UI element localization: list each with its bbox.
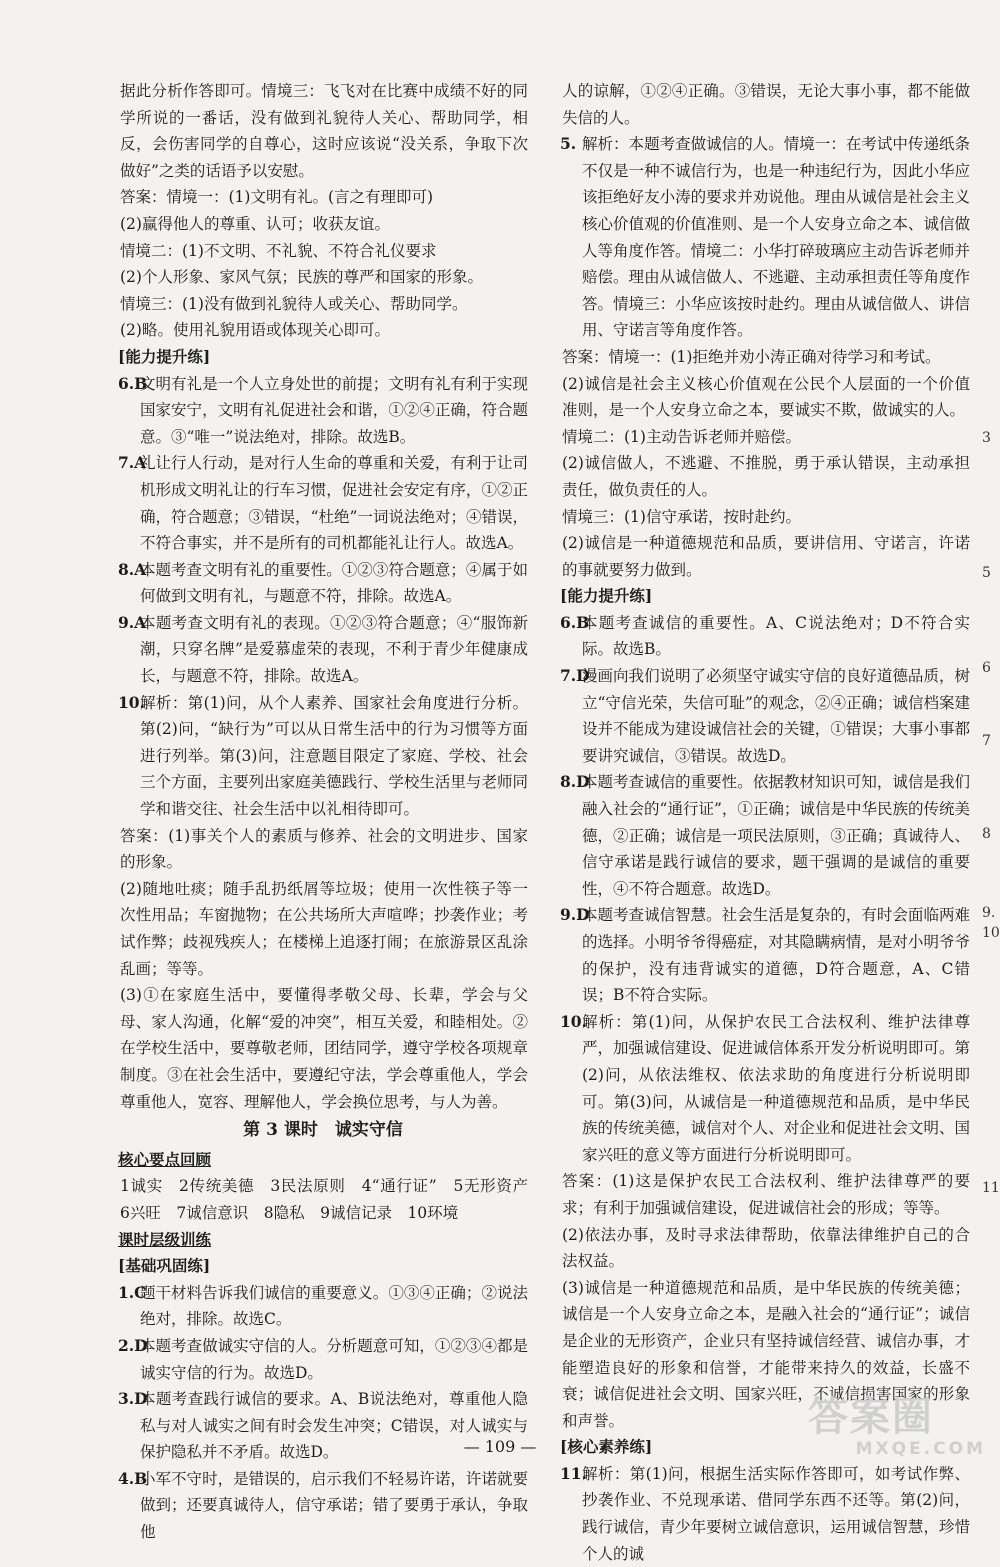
paragraph: (3)①在家庭生活中，要懂得孝敬父母、长辈，学会与父母、家人沟通，化解“爱的冲突”，相互关爱，和睦相处。②在学校生活中，要尊敬老师，团结同学，遵守学校各项规章制度。③在社会生活中，要遵纪守法，学会尊重他人，学会尊重他人，宽容、理解他人，学会换位思考，与人为善。 [120, 986, 528, 1111]
paragraph: (2)依法办事，及时寻求法律帮助，依靠法律维护自己的合法权益。 [562, 1225, 970, 1271]
edge-mark: 6 [982, 660, 991, 676]
paragraph: 情境二：(1)主动告诉老师并赔偿。 [562, 427, 801, 446]
answer-item [118, 1466, 528, 1546]
answer-text: 本题考查诚信智慧。社会生活是复杂的，有时会面临两难的选择。小明爷爷得癌症，对其隐瞒病情，是对小明爷爷的保护，没有违背诚实的道德，D符合题意，A、C错误；B不符合实际。 [582, 906, 970, 1005]
answer-item [560, 769, 970, 902]
answer-number: 2.D [118, 1335, 148, 1355]
answer-number: 10. [118, 692, 145, 712]
paragraph: (2)诚信是社会主义核心价值观在公民个人层面的一个价值准则，是一个人安身立命之本，要诚实不欺，做诚实的人。 [562, 374, 970, 420]
section-heading: [核心素养练] [560, 1437, 653, 1457]
answer-number: 7.D [560, 666, 590, 686]
subsection-heading: 核心要点回顾 [118, 1149, 212, 1169]
paragraph: (2)个人形象、家风气氛；民族的尊严和国家的形象。 [120, 268, 483, 287]
paragraph: (2)略。使用礼貌用语或体现关心即可。 [120, 321, 390, 340]
answer-text: 解析：第(1)问，从保护农民工合法权利、维护法律尊严，加强诚信建设、促进诚信体系开发分析说明即可。第(2)问，从依法维权、依法求助的角度进行分析说明即可。第(3)问，从诚信是一种道德规范和品质，是中华民族的传统美德，诚信对个人、对企业和促进社会文明、国家兴旺的意义等方面进行分析说明即可。 [582, 1012, 970, 1164]
subsection-heading: 课时层级训练 [118, 1229, 212, 1249]
right-column [560, 78, 970, 1567]
section-heading: [能力提升练] [560, 586, 653, 606]
paragraph: 答案：(1)事关个人的素质与修养、社会的文明进步、国家的形象。 [120, 826, 528, 872]
paragraph: 1诚实 2传统美德 3民法原则 4“通行证” 5无形资产 6兴旺 7诚信意识 8隐私 9诚信记录 10环境 [120, 1177, 544, 1222]
left-column [118, 78, 544, 1546]
answer-number: 10. [560, 1011, 587, 1031]
answer-number: 7.A [118, 453, 147, 473]
paragraph: 答案：(1)这是保护农民工合法权利、维护法律尊严的要求；有利于加强诚信建设，促进诚信社会的形成；等等。 [562, 1172, 970, 1217]
answer-text: 文明有礼是一个人立身处世的前提；文明有礼有利于实现国家安宁，文明有礼促进社会和谐，①②④正确，符合题意。③“唯一”说法绝对，排除。故选B。 [140, 374, 528, 446]
answer-number: 8.D [560, 772, 590, 792]
answer-text: 漫画向我们说明了必须坚守诚实守信的良好道德品质，树立“守信光荣，失信可耻”的观念，②④正确；诚信档案建设并不能成为建设诚信社会的关键，①错误；大事小事都要讲究诚信，③错误。故选D。 [582, 667, 970, 765]
answer-text: 题干材料告诉我们诚信的重要意义。①③④正确；②说法绝对，排除。故选C。 [140, 1283, 528, 1329]
watermark-url: MXQE.COM [855, 1439, 986, 1459]
edge-mark: 3 [982, 430, 991, 446]
answer-number: 4.B [118, 1468, 148, 1488]
section-heading: [能力提升练] [118, 346, 211, 366]
answer-item [560, 663, 970, 769]
edge-mark: 10 [982, 925, 1000, 941]
answer-item [560, 1461, 970, 1567]
page-number: — 109 — [463, 1437, 537, 1456]
watermark-text: 答案圈 [808, 1394, 934, 1440]
answer-text: 本题考查文明有礼的重要性。①②③符合题意；④属于如何做到文明有礼，与题意不符，排除。故选A。 [140, 560, 528, 606]
answer-number: 8.A [118, 559, 147, 579]
answer-item [118, 690, 528, 823]
paragraph: 情境三：(1)信守承诺，按时赴约。 [562, 507, 801, 526]
answer-text: 礼让行人行动，是对行人生命的尊重和关爱，有利于让司机形成文明礼让的行车习惯，促进社会安定有序，①②正确，符合题意；③错误，“杜绝”一词说法绝对；④错误，不符合事实，并不是所有的司机都能礼让行人。故选A。 [140, 454, 528, 553]
answer-item [560, 610, 970, 663]
answer-text: 本题考查践行诚信的要求。A、B说法绝对，尊重他人隐私与对人诚实之间有时会发生冲突；C错误，对人诚实与保护隐私并不矛盾。故选D。 [140, 1390, 528, 1462]
answer-text: 解析：第(1)问，根据生活实际作答即可，如考试作弊、抄袭作业、不兑现承诺、借同学东西不还等。第(2)问，践行诚信，青少年要树立诚信意识，运用诚信智慧，珍惜个人的诚 [582, 1464, 970, 1563]
section-heading: [基础巩固练] [118, 1256, 211, 1276]
answer-number: 6.B [560, 612, 590, 632]
answer-text: 解析：本题考查做诚信的人。情境一：在考试中传递纸条不仅是一种不诚信行为，也是一种违纪行为，因此小华应该拒绝好友小涛的要求并劝说他。理由从诚信是社会主义核心价值观的价值准则、是一个人安身立命之本、诚信做人等角度作答。情境二：小华打碎玻璃应主动告诉老师并赔偿。理由从诚信做人、不逃避、主动承担责任等角度作答。情境三：小华应该按时赴约。理由从诚信做人、讲信用、守诺言等角度作答。 [582, 135, 970, 340]
answer-text: 本题考查文明有礼的表现。①②③符合题意；④“服饰新潮，只穿名牌”是爱慕虚荣的表现，不利于青少年健康成长，与题意不符，排除。故选A。 [140, 613, 528, 686]
answer-number: 3.D [118, 1389, 148, 1409]
edge-mark: 7 [982, 733, 991, 749]
paragraph: (2)随地吐痰；随手乱扔纸屑等垃圾；使用一次性筷子等一次性用品；车窗抛物；在公共场所大声喧哗；抄袭作业；考试作弊；歧视残疾人；在楼梯上追逐打闹；在旅游景区乱涂乱画；等等。 [120, 879, 528, 978]
answer-text: 本题考查诚信的重要性。A、C说法绝对；D不符合实际。故选B。 [582, 613, 970, 659]
answer-text: 小军不守时，是错误的，启示我们不轻易许诺，许诺就要做到；还要真诚待人，信守承诺；错了要勇于承认，争取他 [140, 1469, 528, 1542]
answer-item [118, 557, 528, 610]
paragraph: 答案：情境一：(1)文明有礼。(言之有理即可) [120, 188, 434, 207]
answer-text: 本题考查做诚实守信的人。分析题意可知，①②③④都是诚实守信的行为。故选D。 [140, 1336, 528, 1382]
answer-number: 9.A [118, 612, 147, 632]
answer-item [118, 450, 528, 556]
answer-item [560, 1009, 970, 1169]
edge-mark: 8 [982, 826, 991, 842]
paragraph: (2)诚信是一种道德规范和品质，要讲信用、守诺言，许诺的事就要努力做到。 [562, 534, 970, 579]
answer-number: 1.C [118, 1282, 147, 1302]
answer-number: 6.B [118, 373, 148, 393]
answer-item [560, 902, 970, 1008]
paragraph: (2)赢得他人的尊重、认可；收获友谊。 [120, 214, 390, 233]
paragraph: 人的谅解，①②④正确。③错误，无论大事小事，都不能做失信的人。 [562, 82, 970, 127]
edge-mark: 11 [982, 1180, 1000, 1196]
answer-number: 11. [560, 1463, 587, 1483]
answer-number: 5. [560, 134, 577, 154]
answer-item [118, 371, 528, 451]
paragraph: 情境二：(1)不文明、不礼貌、不符合礼仪要求 [120, 241, 437, 260]
answer-number: 9.D [560, 905, 590, 925]
edge-mark: 9. [982, 905, 996, 921]
paragraph: 情境三：(1)没有做到礼貌待人或关心、帮助同学。 [120, 294, 468, 313]
answer-text: 本题考查诚信的重要性。依据教材知识可知，诚信是我们融入社会的“通行证”，①正确；诚信是中华民族的传统美德，②正确；诚信是一项民法原则，③正确；真诚待人、信守承诺是践行诚信的要求，题干强调的是诚信的重要性，④不符合题意。故选D。 [582, 773, 970, 898]
paragraph: (2)诚信做人，不逃避、不推脱，勇于承认错误，主动承担责任，做负责任的人。 [562, 454, 970, 499]
answer-text: 解析：第(1)问，从个人素养、国家社会角度进行分析。第(2)问，“缺行为”可以从日常生活中的行为习惯等方面进行列举。第(3)问，注意题目限定了家庭、学校、社会三个方面，主要列出家庭美德践行、学校生活里与老师同学和谐交往、社会生活中以礼相待即可。 [140, 693, 528, 819]
paragraph: (3)诚信是一种道德规范和品质，是中华民族的传统美德；诚信是一个人安身立命之本，是融入社会的“通行证”；诚信是企业的无形资产，企业只有坚持诚信经营、诚信办事，才能塑造良好的形象和信誉，才能带来持久的效益，长盛不衰；诚信促进社会文明、国家兴旺，不诚信损害国家的形象和声誉。 [562, 1278, 970, 1430]
answer-item [560, 131, 970, 344]
answer-item [118, 610, 528, 690]
answer-item [118, 1333, 528, 1386]
edge-mark: 5 [982, 565, 991, 581]
lesson-title: 第 3 课时 诚实守信 [243, 1120, 403, 1141]
paragraph: 答案：情境一：(1)拒绝并劝小涛正确对待学习和考试。 [562, 347, 941, 366]
answer-item [118, 1280, 528, 1333]
paragraph: 据此分析作答即可。情境三：飞飞对在比赛中成绩不好的同学所说的一番话，没有做到礼貌待人关心、帮助同学，相反，会伤害同学的自尊心，这时应该说“没关系，争取下次做好”之类的话语予以安慰。 [120, 82, 528, 180]
watermark-logo [808, 1395, 986, 1463]
